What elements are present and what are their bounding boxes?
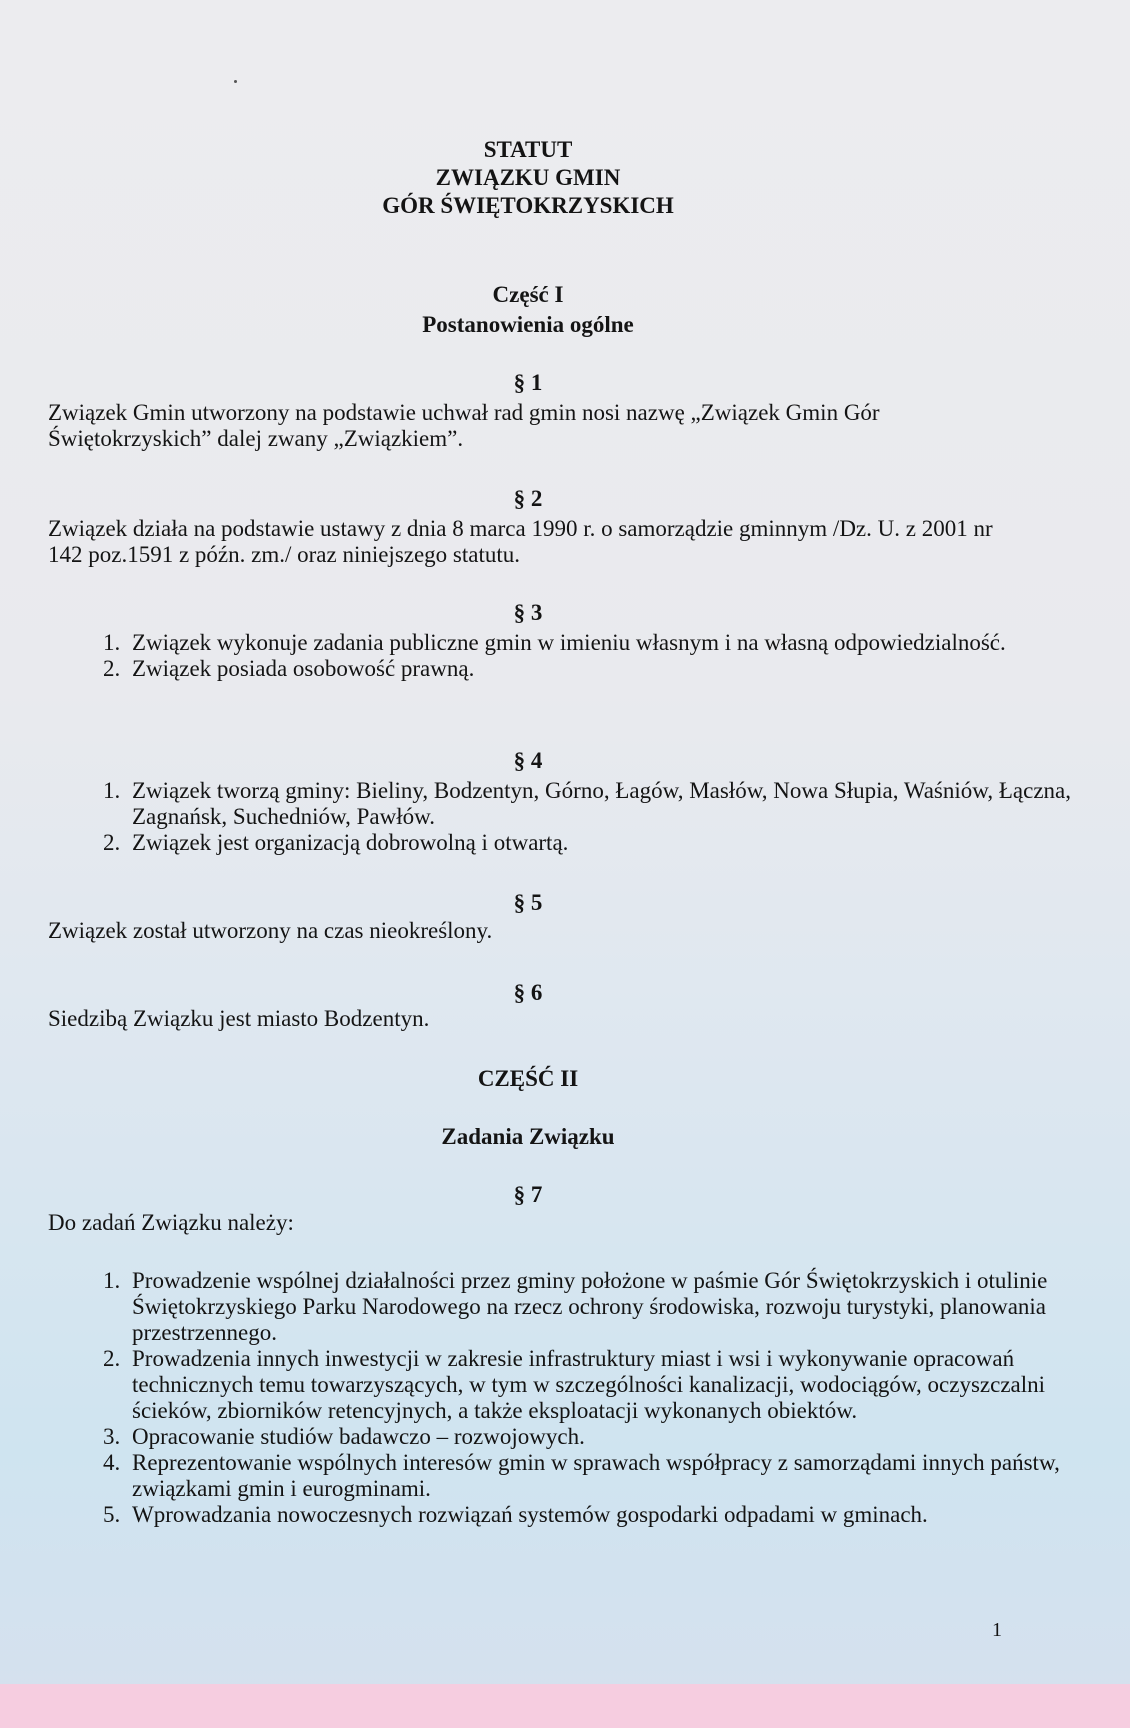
section-1-mark: § 1 <box>513 370 543 395</box>
page-number: 1 <box>992 1619 1002 1641</box>
section-2-mark: § 2 <box>513 486 543 511</box>
section-7-list <box>48 1268 1086 1528</box>
section-3-mark: § 3 <box>513 600 543 625</box>
part1-heading: Część I <box>492 282 564 307</box>
section-4-list <box>48 778 1086 856</box>
section-1-text: Związek Gmin utworzony na podstawie uchwał rad gmin nosi nazwę „Związek Gmin Gór Świętokrzyskich” dalej zwany „Związkiem”. <box>48 400 880 451</box>
part2-heading: CZĘŚĆ II <box>477 1066 579 1091</box>
document-title <box>48 136 1008 220</box>
list-item: 4. Reprezentowanie wspólnych interesów gmin w sprawach współpracy z samorządami innych państw, związkami gmin i eurogminami. <box>126 1450 1086 1502</box>
part1-subheading: Postanowienia ogólne <box>422 312 634 337</box>
section-2-text: Związek działa na podstawie ustawy z dnia 8 marca 1990 r. o samorządzie gminnym /Dz. U. z 2001 nr 142 poz.1591 z późn. zm./ oraz niniejszego statutu. <box>48 516 993 567</box>
list-item: 2. Związek jest organizacją dobrowolną i otwartą. <box>126 830 1086 856</box>
section-7-intro: Do zadań Związku należy: <box>48 1210 294 1235</box>
part2-subheading: Zadania Związku <box>441 1124 615 1149</box>
section-3-list <box>48 630 1086 682</box>
list-item: 1. Związek wykonuje zadania publiczne gmin w imieniu własnym i na własną odpowiedzialność. <box>126 630 1086 656</box>
section-7-mark: § 7 <box>513 1182 543 1207</box>
section-5-mark: § 5 <box>513 890 543 915</box>
title-line-2: ZWIĄZKU GMIN <box>435 165 621 190</box>
scan-speck <box>234 80 237 83</box>
section-5-text: Związek został utworzony na czas nieokreślony. <box>48 918 493 943</box>
section-4-mark: § 4 <box>513 748 543 773</box>
title-line-3: GÓR ŚWIĘTOKRZYSKICH <box>382 193 674 218</box>
list-item: 2. Związek posiada osobowość prawną. <box>126 656 1086 682</box>
bottom-band <box>0 1684 1130 1728</box>
section-6-text: Siedzibą Związku jest miasto Bodzentyn. <box>48 1006 430 1031</box>
section-6-mark: § 6 <box>513 980 543 1005</box>
list-item: 3. Opracowanie studiów badawczo – rozwojowych. <box>126 1424 1086 1450</box>
list-item: 5. Wprowadzania nowoczesnych rozwiązań systemów gospodarki odpadami w gminach. <box>126 1502 1086 1528</box>
list-item: 1. Związek tworzą gminy: Bieliny, Bodzentyn, Górno, Łagów, Masłów, Nowa Słupia, Waśniów, Łączna, Zagnańsk, Suchedniów, Pawłów. <box>126 778 1086 830</box>
title-line-1: STATUT <box>483 137 573 162</box>
list-item: 2. Prowadzenia innych inwestycji w zakresie infrastruktury miast i wsi i wykonywanie opracowań technicznych temu towarzyszących, w tym w szczególności kanalizacji, wodociągów, oczyszczalni ścieków, zbiorników retencyjnych, a także eksploatacji wykonanych obiektów. <box>126 1346 1086 1424</box>
list-item: 1. Prowadzenie wspólnej działalności przez gminy położone w paśmie Gór Świętokrzyskich i otulinie Świętokrzyskiego Parku Narodowego na rzecz ochrony środowiska, rozwoju turystyki, planowania przestrzennego. <box>126 1268 1086 1346</box>
